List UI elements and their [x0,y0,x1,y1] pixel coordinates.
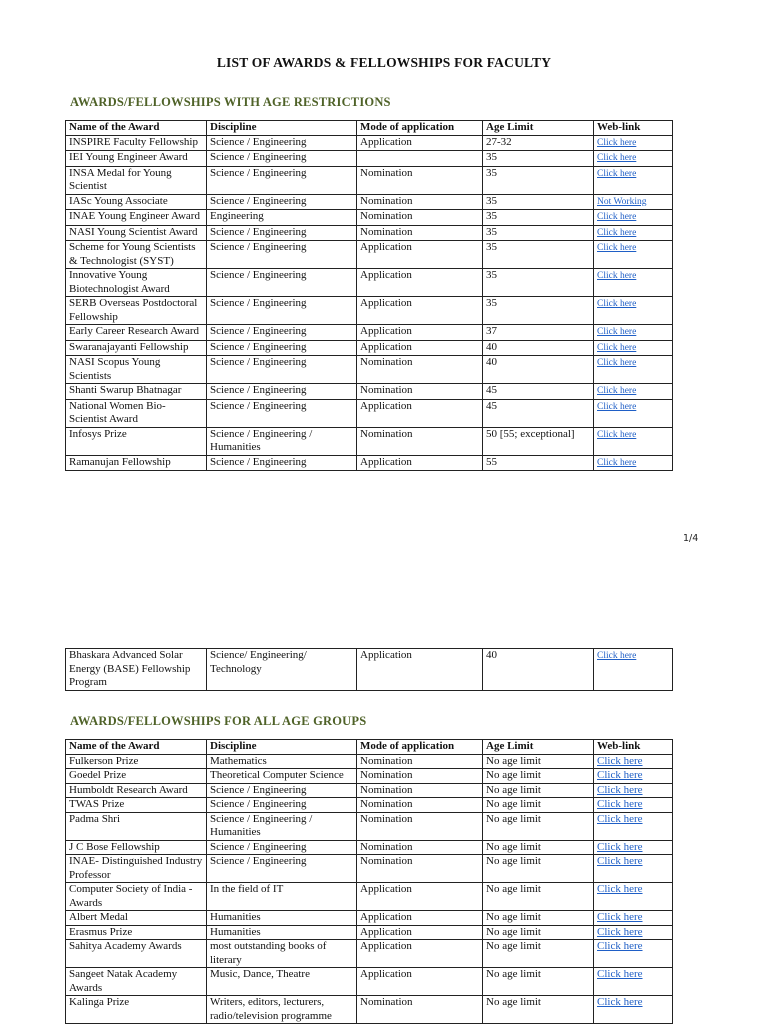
web-link[interactable]: Not Working [597,196,647,207]
cell-mode: Nomination [357,769,483,784]
cell-discipline: Humanities [207,911,357,926]
cell-discipline: Science / Engineering [207,356,357,384]
header-discipline: Discipline [207,740,357,755]
cell-age: 45 [483,399,594,427]
cell-age: No age limit [483,883,594,911]
cell-name: INAE Young Engineer Award [66,210,207,226]
header-name: Name of the Award [66,121,207,136]
cell-age: 40 [483,356,594,384]
cell-mode [357,151,483,167]
cell-mode: Application [357,135,483,151]
cell-age: 35 [483,241,594,269]
cell-mode: Application [357,968,483,996]
cell-name: Infosys Prize [66,427,207,455]
cell-mode: Application [357,340,483,356]
table-row [66,798,673,813]
cell-discipline: Science / Engineering [207,135,357,151]
table-row [66,297,673,325]
table-row [66,925,673,940]
cell-discipline: Science / Engineering [207,325,357,341]
table-row [66,455,673,471]
cell-name: NASI Scopus Young Scientists [66,356,207,384]
cell-name: Erasmus Prize [66,925,207,940]
cell-age: No age limit [483,769,594,784]
table-row [66,840,673,855]
header-age-limit: Age Limit [483,121,594,136]
cell-name: Sangeet Natak Academy Awards [66,968,207,996]
cell-web-link [594,166,673,194]
cell-age: No age limit [483,996,594,1024]
table-row [66,883,673,911]
cell-discipline: Music, Dance, Theatre [207,968,357,996]
cell-age: No age limit [483,798,594,813]
cell-discipline: Science / Engineering [207,225,357,241]
cell-name: Kalinga Prize [66,996,207,1024]
cell-web-link [594,297,673,325]
cell-web-link [594,840,673,855]
header-web-link: Web-link [594,121,673,136]
web-link[interactable]: Click here [597,996,643,1008]
table-row [66,649,673,691]
section-heading-age-restrictions: AWARDS/FELLOWSHIPS WITH AGE RESTRICTIONS [70,95,391,109]
cell-web-link [594,883,673,911]
cell-age: 40 [483,649,594,691]
table-row [66,996,673,1024]
cell-age: 50 [55; exceptional] [483,427,594,455]
cell-web-link [594,241,673,269]
cell-web-link [594,269,673,297]
cell-age: No age limit [483,812,594,840]
cell-web-link [594,855,673,883]
cell-age: 27-32 [483,135,594,151]
web-link[interactable]: Click here [597,911,643,923]
cell-web-link [594,783,673,798]
cell-discipline: Humanities [207,925,357,940]
header-name: Name of the Award [66,740,207,755]
cell-web-link [594,925,673,940]
header-web-link: Web-link [594,740,673,755]
cell-mode: Application [357,925,483,940]
cell-name: Innovative Young Biotechnologist Award [66,269,207,297]
cell-mode: Application [357,455,483,471]
cell-name: Goedel Prize [66,769,207,784]
cell-discipline: Science / Engineering [207,269,357,297]
table-row [66,384,673,400]
cell-name: Shanti Swarup Bhatnagar [66,384,207,400]
table-row [66,812,673,840]
cell-mode: Nomination [357,166,483,194]
cell-web-link [594,384,673,400]
web-link[interactable]: Click here [597,227,637,238]
cell-discipline: Science/ Engineering/ Technology [207,649,357,691]
cell-discipline: Science / Engineering [207,783,357,798]
cell-discipline: Engineering [207,210,357,226]
cell-name: INAE- Distinguished Industry Professor [66,855,207,883]
cell-mode: Application [357,649,483,691]
table-row [66,940,673,968]
cell-web-link [594,769,673,784]
cell-web-link [594,210,673,226]
cell-web-link [594,996,673,1024]
awards-table-all-ages [65,739,673,1024]
table-row [66,783,673,798]
cell-mode: Nomination [357,384,483,400]
cell-web-link [594,340,673,356]
cell-age: No age limit [483,783,594,798]
cell-discipline: Science / Engineering [207,798,357,813]
web-link[interactable]: Click here [597,855,643,867]
cell-mode: Application [357,399,483,427]
header-age-limit: Age Limit [483,740,594,755]
cell-name: IASc Young Associate [66,194,207,210]
cell-name: Scheme for Young Scientists & Technologist (SYST) [66,241,207,269]
web-link[interactable]: Click here [597,798,643,810]
cell-mode: Nomination [357,754,483,769]
cell-mode: Nomination [357,210,483,226]
cell-name: Fulkerson Prize [66,754,207,769]
cell-web-link [594,968,673,996]
web-link[interactable]: Click here [597,769,643,781]
table-row [66,151,673,167]
table-row [66,427,673,455]
cell-name: INSPIRE Faculty Fellowship [66,135,207,151]
cell-web-link [594,649,673,691]
cell-age: 35 [483,297,594,325]
cell-discipline: Science / Engineering [207,297,357,325]
cell-discipline: Science / Engineering [207,384,357,400]
cell-discipline: most outstanding books of literary [207,940,357,968]
web-link[interactable]: Click here [597,137,637,148]
cell-discipline: Science / Engineering [207,166,357,194]
web-link[interactable]: Click here [597,812,643,825]
header-mode: Mode of application [357,740,483,755]
cell-age: 35 [483,225,594,241]
cell-web-link [594,812,673,840]
document-title: LIST OF AWARDS & FELLOWSHIPS FOR FACULTY [216,55,552,70]
cell-mode: Application [357,269,483,297]
table-row [66,166,673,194]
cell-discipline: Science / Engineering [207,241,357,269]
table-header-row [66,740,673,755]
cell-web-link [594,151,673,167]
cell-name: Sahitya Academy Awards [66,940,207,968]
cell-mode: Application [357,297,483,325]
section-heading-all-ages: AWARDS/FELLOWSHIPS FOR ALL AGE GROUPS [70,714,367,728]
table-header-row [66,121,673,136]
table-row [66,754,673,769]
web-link[interactable]: Click here [597,840,643,853]
web-link[interactable]: Click here [597,968,643,980]
cell-name: Early Career Research Award [66,325,207,341]
table-row [66,135,673,151]
cell-name: IEI Young Engineer Award [66,151,207,167]
cell-age: No age limit [483,840,594,855]
cell-age: 35 [483,269,594,297]
cell-mode: Nomination [357,356,483,384]
cell-discipline: Science / Engineering [207,194,357,210]
table-row [66,855,673,883]
cell-age: No age limit [483,968,594,996]
table-row [66,210,673,226]
table-row [66,769,673,784]
cell-name: J C Bose Fellowship [66,840,207,855]
web-link[interactable]: Click here [597,940,643,952]
web-link[interactable]: Click here [597,883,643,895]
cell-age: 35 [483,166,594,194]
web-link[interactable]: Click here [597,386,637,396]
cell-name: TWAS Prize [66,798,207,813]
cell-mode: Application [357,911,483,926]
web-link[interactable]: Click here [597,457,637,468]
awards-table-continued [65,648,673,691]
table-row [66,325,673,341]
cell-age: 35 [483,194,594,210]
table-row [66,194,673,210]
cell-mode: Nomination [357,225,483,241]
cell-mode: Application [357,325,483,341]
cell-name: Albert Medal [66,911,207,926]
cell-web-link [594,754,673,769]
web-link[interactable]: Click here [597,925,643,938]
web-link[interactable]: Click here [597,429,637,440]
cell-discipline: Theoretical Computer Science [207,769,357,784]
cell-discipline: Science / Engineering [207,840,357,855]
cell-name: Ramanujan Fellowship [66,455,207,471]
cell-web-link [594,356,673,384]
cell-age: 40 [483,340,594,356]
cell-age: No age limit [483,911,594,926]
table-row [66,241,673,269]
web-link[interactable]: Click here [597,153,637,163]
cell-name: Humboldt Research Award [66,783,207,798]
cell-mode: Nomination [357,855,483,883]
awards-table-age-restrictions [65,120,673,471]
cell-age: 45 [483,384,594,400]
cell-age: No age limit [483,754,594,769]
web-link[interactable]: Click here [597,651,637,661]
web-link[interactable]: Click here [597,327,637,337]
cell-name: Padma Shri [66,812,207,840]
cell-discipline: Mathematics [207,754,357,769]
cell-name: Swaranajayanti Fellowship [66,340,207,356]
cell-discipline: Science / Engineering / Humanities [207,427,357,455]
web-link[interactable]: Click here [597,342,637,353]
cell-web-link [594,798,673,813]
cell-web-link [594,940,673,968]
table-row [66,399,673,427]
web-link[interactable]: Click here [597,783,643,796]
page-number: 1/4 [683,533,699,544]
web-link[interactable]: Click here [597,754,643,767]
cell-name: NASI Young Scientist Award [66,225,207,241]
cell-discipline: Science / Engineering [207,399,357,427]
header-mode: Mode of application [357,121,483,136]
cell-name: SERB Overseas Postdoctoral Fellowship [66,297,207,325]
cell-discipline: Science / Engineering [207,455,357,471]
cell-discipline: Science / Engineering [207,855,357,883]
cell-discipline: Science / Engineering / Humanities [207,812,357,840]
cell-name: INSA Medal for Young Scientist [66,166,207,194]
cell-discipline: Science / Engineering [207,151,357,167]
cell-web-link [594,399,673,427]
cell-name: Computer Society of India - Awards [66,883,207,911]
cell-discipline: Writers, editors, lecturers, radio/television programme [207,996,357,1024]
cell-age: No age limit [483,925,594,940]
table-row [66,356,673,384]
cell-mode: Nomination [357,783,483,798]
web-link[interactable]: Click here [597,358,637,368]
table-row [66,269,673,297]
cell-name: Bhaskara Advanced Solar Energy (BASE) Fellowship Program [66,649,207,691]
cell-mode: Nomination [357,194,483,210]
header-discipline: Discipline [207,121,357,136]
web-link[interactable]: Click here [597,212,637,222]
cell-mode: Nomination [357,840,483,855]
cell-mode: Application [357,940,483,968]
cell-mode: Nomination [357,812,483,840]
cell-name: National Women Bio-Scientist Award [66,399,207,427]
web-link[interactable]: Click here [597,299,637,309]
web-link[interactable]: Click here [597,271,637,281]
cell-age: No age limit [483,940,594,968]
cell-mode: Application [357,883,483,911]
web-link[interactable]: Click here [597,168,637,179]
cell-web-link [594,135,673,151]
cell-web-link [594,455,673,471]
cell-web-link [594,325,673,341]
cell-age: 35 [483,151,594,167]
table-row [66,911,673,926]
cell-mode: Nomination [357,798,483,813]
web-link[interactable]: Click here [597,243,637,253]
web-link[interactable]: Click here [597,401,637,412]
cell-mode: Application [357,241,483,269]
cell-age: 37 [483,325,594,341]
table-row [66,340,673,356]
table-row [66,968,673,996]
cell-age: No age limit [483,855,594,883]
cell-age: 55 [483,455,594,471]
cell-web-link [594,194,673,210]
cell-web-link [594,427,673,455]
cell-mode: Nomination [357,427,483,455]
table-row [66,225,673,241]
cell-web-link [594,911,673,926]
cell-age: 35 [483,210,594,226]
cell-discipline: Science / Engineering [207,340,357,356]
cell-web-link [594,225,673,241]
cell-discipline: In the field of IT [207,883,357,911]
cell-mode: Nomination [357,996,483,1024]
